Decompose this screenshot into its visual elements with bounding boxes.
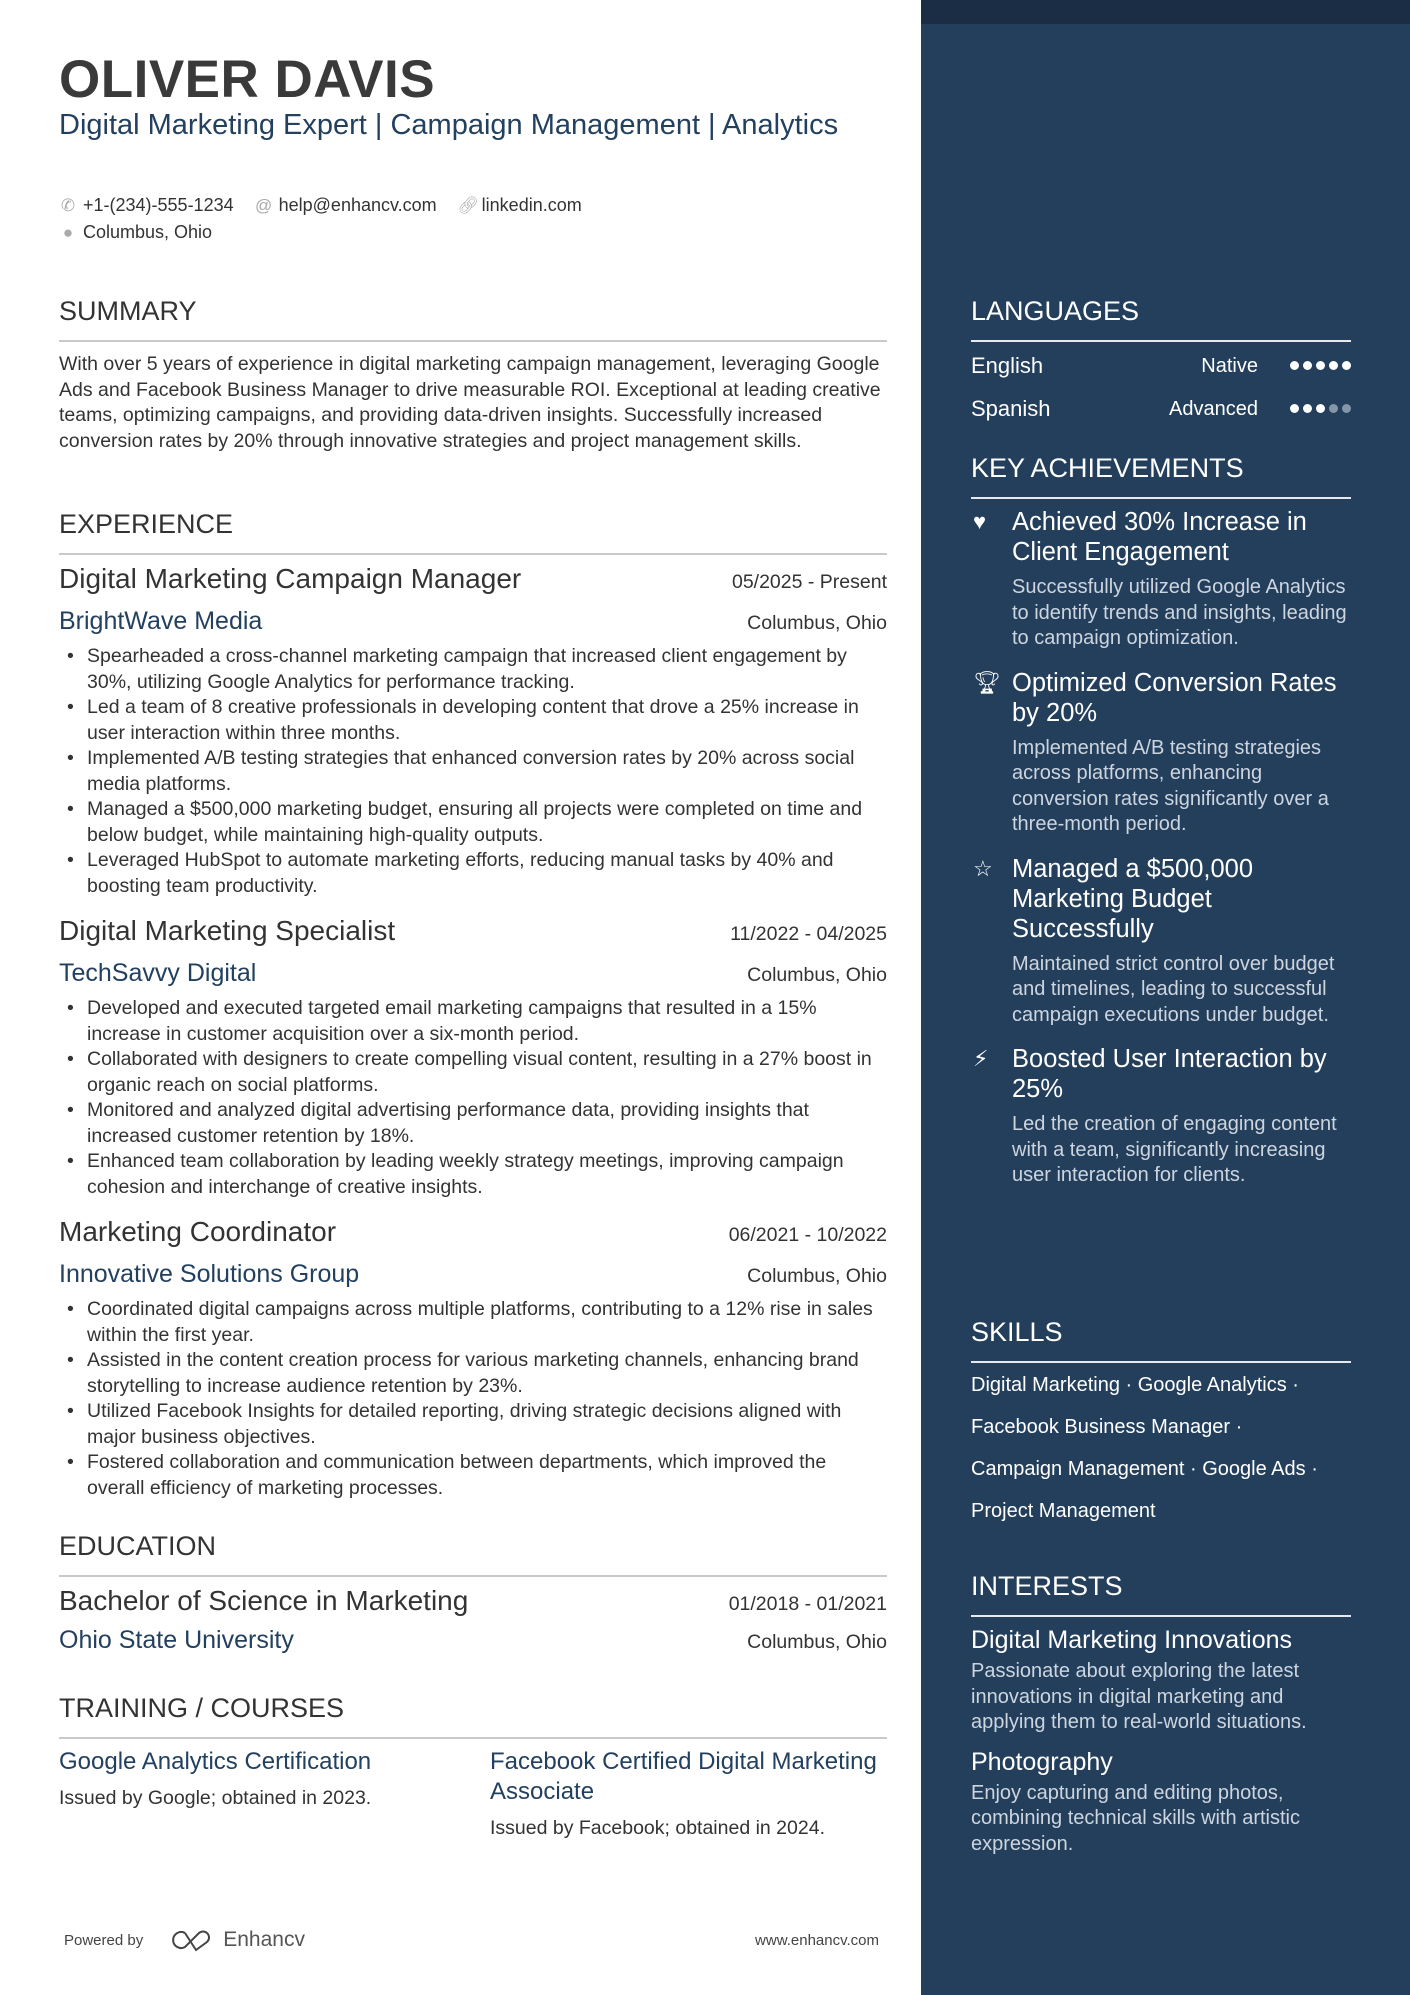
language-level: Native — [1201, 354, 1258, 377]
level-dot — [1303, 404, 1312, 413]
job-title: Digital Marketing Specialist — [59, 915, 396, 946]
course-item — [59, 1747, 490, 1841]
interest-desc: Enjoy capturing and editing photos, combining technical skills with artistic expression. — [971, 1781, 1301, 1855]
bullet-item: • Led a team of 8 creative professionals in developing content that drove a 25% increase in user interaction within three months. — [59, 695, 887, 746]
achievement-desc: Maintained strict control over budget and timelines, leading to successful campaign executions under budget. — [1012, 952, 1335, 1026]
degree: Bachelor of Science in Marketing — [59, 1585, 469, 1616]
course-desc: Issued by Google; obtained in 2023. — [59, 1787, 372, 1809]
skills-line: Campaign Management · Google Ads · — [971, 1458, 1318, 1480]
bullet-item: • Assisted in the content creation process for various marketing channels, enhancing brand storytelling to increase audience retention by 23%. — [59, 1348, 887, 1399]
linkedin-link[interactable] — [458, 192, 582, 219]
language-level: Advanced — [1169, 397, 1258, 420]
school: Ohio State University — [59, 1626, 294, 1654]
achievement-item — [971, 507, 1351, 652]
bullet-item: • Fostered collaboration and communication between departments, which improved the overall efficiency of marketing processes. — [59, 1450, 887, 1501]
section-title: LANGUAGES — [971, 294, 1351, 342]
skills-line: Digital Marketing · Google Analytics · — [971, 1374, 1299, 1396]
phone[interactable] — [59, 192, 234, 219]
email-text: help@enhancv.com — [278, 195, 437, 215]
achievement-desc: Led the creation of engaging content with a team, significantly increasing user interaction for clients. — [1012, 1113, 1337, 1186]
level-dot — [1316, 361, 1325, 370]
bullet-item: • Collaborated with designers to create compelling visual content, resulting in a 27% boost in organic reach on social platforms. — [59, 1047, 887, 1098]
magic-wand-icon: ⚡︎ — [973, 1046, 989, 1071]
job-entry — [59, 561, 887, 899]
email[interactable] — [255, 192, 437, 219]
enhancv-logo-icon — [169, 1928, 215, 1952]
company-name: TechSavvy Digital — [59, 959, 257, 987]
enhancv-logo[interactable] — [169, 1928, 305, 1952]
headline: Digital Marketing Expert | Campaign Management | Analytics — [59, 109, 839, 141]
job-location: Columbus, Ohio — [747, 964, 887, 986]
job-dates: 06/2021 - 10/2022 — [728, 1224, 887, 1246]
level-dot — [1316, 404, 1325, 413]
job-title: Marketing Coordinator — [59, 1216, 337, 1247]
job-entry — [59, 1214, 887, 1501]
achievement-desc: Implemented A/B testing strategies across platforms, enhancing conversion rates significantly over a three-month period. — [1012, 736, 1329, 835]
trophy-icon: 🏆︎ — [973, 669, 1001, 695]
location — [59, 219, 212, 246]
contact-info — [59, 192, 887, 246]
level-dot — [1290, 361, 1299, 370]
experience-section — [59, 507, 887, 1501]
job-location: Columbus, Ohio — [747, 612, 887, 634]
skills-line: Facebook Business Manager · — [971, 1416, 1243, 1438]
interest-title: Digital Marketing Innovations — [971, 1626, 1292, 1654]
bullet-item: • Leveraged HubSpot to automate marketing efforts, reducing manual tasks by 40% and boosting team productivity. — [59, 848, 887, 899]
level-dot — [1342, 361, 1351, 370]
bullet-item: • Monitored and analyzed digital advertising performance data, providing insights that increased customer retention by 18%. — [59, 1098, 887, 1149]
section-title: EXPERIENCE — [59, 507, 887, 555]
summary-section — [59, 294, 887, 454]
education-section — [59, 1529, 887, 1657]
section-title: KEY ACHIEVEMENTS — [971, 451, 1351, 499]
interest-desc: Passionate about exploring the latest innovations in digital marketing and applying them to real-world situations. — [971, 1660, 1307, 1733]
summary-text: With over 5 years of experience in digital marketing campaign management, leveraging Google Ads and Facebook Business Manager to drive measurable ROI. Exceptional at leading creative teams, optimizing campaigns, and providing data-driven insights. Successfully increased conversion rates by 20% through innovative strategies and project management skills. — [59, 353, 881, 452]
language-item — [971, 387, 1351, 430]
footer — [64, 1928, 879, 1952]
heart-icon: ♥ — [973, 509, 987, 534]
job-dates: 05/2025 - Present — [731, 571, 887, 593]
edu-dates: 01/2018 - 01/2021 — [728, 1593, 887, 1615]
level-dot — [1329, 404, 1338, 413]
achievement-title: Achieved 30% Increase in Client Engagement — [1012, 508, 1307, 566]
level-dot — [1303, 361, 1312, 370]
link-text: linkedin.com — [481, 195, 582, 215]
bullet-item: • Spearheaded a cross-channel marketing campaign that increased client engagement by 30%, utilizing Google Analytics for performance tracking. — [59, 644, 887, 695]
phone-text: +1-(234)-555-1234 — [83, 195, 234, 215]
star-icon: ☆ — [973, 855, 993, 881]
level-dot — [1290, 404, 1299, 413]
bullet-item: • Utilized Facebook Insights for detailed reporting, driving strategic decisions aligned with major business objectives. — [59, 1399, 887, 1450]
achievement-title: Boosted User Interaction by 25% — [1012, 1045, 1327, 1103]
bullet-item: • Enhanced team collaboration by leading weekly strategy meetings, improving campaign cohesion and interchange of creative insights. — [59, 1149, 887, 1200]
level-dots — [1290, 361, 1351, 370]
achievement-title: Optimized Conversion Rates by 20% — [1012, 668, 1337, 727]
language-name: English — [971, 352, 1044, 378]
achievement-title: Managed a $500,000 Marketing Budget Successfully — [1012, 854, 1254, 943]
interest-title: Photography — [971, 1747, 1113, 1776]
achievement-item — [971, 854, 1351, 1029]
sidebar-top-band — [921, 0, 1410, 24]
course-item — [490, 1747, 887, 1841]
phone-icon: ✆ — [60, 196, 76, 215]
level-dots — [1290, 404, 1351, 413]
languages-section — [971, 294, 1351, 430]
language-name: Spanish — [971, 395, 1051, 421]
job-entry — [59, 913, 887, 1200]
skills-section — [971, 1315, 1351, 1532]
bullet-item: • Managed a $500,000 marketing budget, ensuring all projects were completed on time and below budget, while maintaining high-quality outputs. — [59, 797, 887, 848]
job-dates: 11/2022 - 04/2025 — [730, 923, 887, 945]
bullet-item: • Coordinated digital campaigns across multiple platforms, contributing to a 12% rise in sales within the first year. — [59, 1297, 887, 1348]
level-dot — [1329, 361, 1338, 370]
section-title: SKILLS — [971, 1315, 1351, 1363]
section-title: SUMMARY — [59, 294, 887, 342]
bullet-item: • Developed and executed targeted email marketing campaigns that resulted in a 15% increase in customer acquisition over a six-month period. — [59, 996, 887, 1047]
skills-line: Project Management — [971, 1500, 1156, 1522]
achievement-item — [971, 668, 1351, 838]
candidate-name: OLIVER DAVIS — [59, 50, 436, 109]
job-title: Digital Marketing Campaign Manager — [59, 563, 522, 594]
location-pin-icon: ● — [62, 223, 74, 242]
brand-text: Enhancv — [223, 1928, 305, 1951]
section-title: EDUCATION — [59, 1529, 887, 1577]
link-icon: 🔗︎ — [457, 196, 480, 215]
edu-location: Columbus, Ohio — [747, 1631, 887, 1653]
powered-by: Powered by — [64, 1931, 144, 1949]
achievement-desc: Successfully utilized Google Analytics to identify trends and insights, leading to campaign optimization. — [1012, 576, 1347, 649]
section-title: INTERESTS — [971, 1569, 1351, 1617]
footer-url[interactable]: www.enhancv.com — [755, 1931, 879, 1949]
location-text: Columbus, Ohio — [83, 222, 213, 242]
interests-section — [971, 1569, 1351, 1857]
at-icon: @ — [254, 196, 273, 215]
level-dot — [1342, 404, 1351, 413]
job-location: Columbus, Ohio — [747, 1265, 887, 1287]
course-title: Google Analytics Certification — [59, 1748, 372, 1775]
company-name: Innovative Solutions Group — [59, 1260, 360, 1288]
achievements-section — [971, 451, 1351, 1189]
section-title: TRAINING / COURSES — [59, 1691, 887, 1739]
language-item — [971, 344, 1351, 387]
training-section — [59, 1691, 887, 1841]
course-title: Facebook Certified Digital Marketing Associate — [490, 1748, 877, 1805]
achievement-item — [971, 1044, 1351, 1189]
company-name: BrightWave Media — [59, 607, 263, 635]
course-desc: Issued by Facebook; obtained in 2024. — [490, 1817, 825, 1839]
bullet-item: • Implemented A/B testing strategies that enhanced conversion rates by 20% across social media platforms. — [59, 746, 887, 797]
